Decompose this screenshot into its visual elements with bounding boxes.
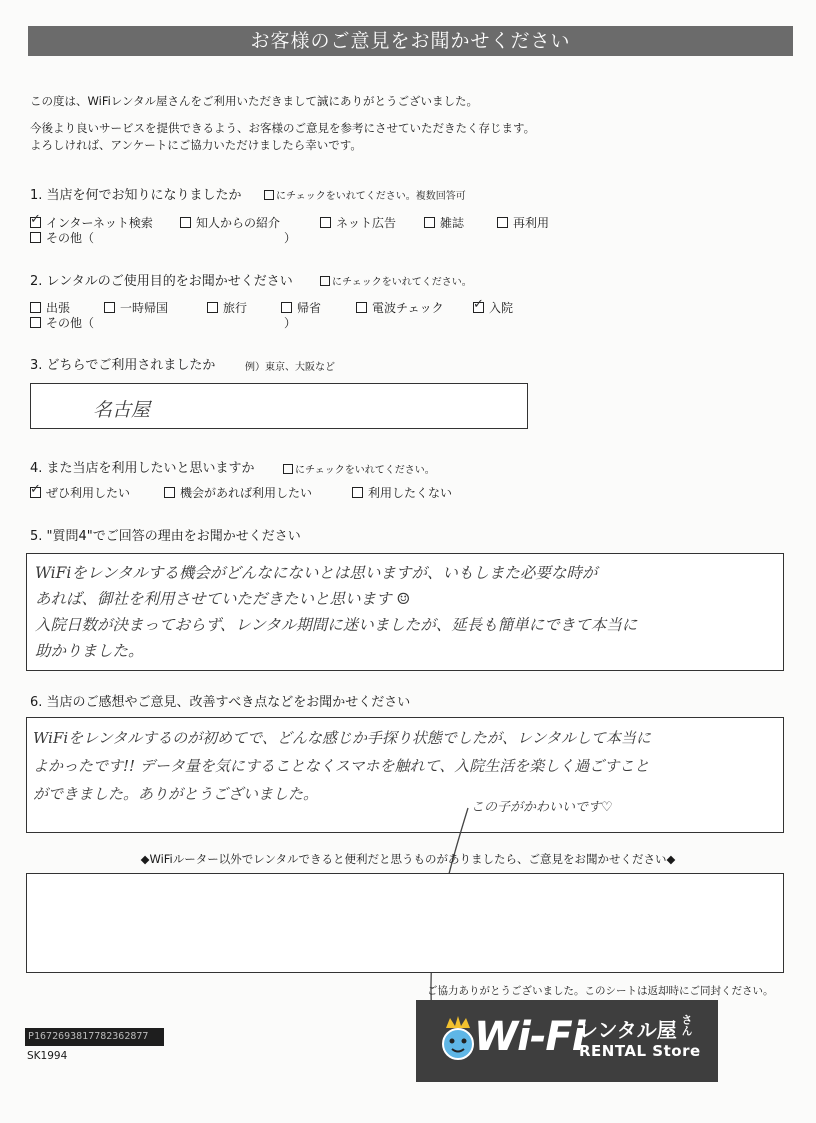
mascot-icon <box>438 1014 478 1064</box>
page-title: お客様のご意見をお聞かせください <box>28 26 793 56</box>
option-label: 利用したくない <box>368 486 453 500</box>
option-label: その他（ <box>46 316 95 330</box>
answer-line: WiFiをレンタルする機会がどんなにないとは思いますが、いもしまた必要な時が <box>35 564 598 582</box>
q6-margin-note: この子がかわいいです♡ <box>471 800 613 815</box>
q7-title: ◆WiFiルーター以外でレンタルできると便利だと思うものがありましたら、ご意見をお聞かせください◆ <box>140 852 676 866</box>
logo-en-text: RENTAL Store <box>579 1042 701 1060</box>
answer-line: あれば、御社を利用させていただきたいと思います ☺ <box>35 590 411 608</box>
tracking-code: P1672693817782362877 <box>25 1028 164 1046</box>
q2-paren-close: ） <box>284 316 297 330</box>
answer-line: ができました。ありがとうございました。 <box>33 785 319 803</box>
q3-title: 3. どちらでご利用されましたか <box>30 358 216 373</box>
q5-title: 5. "質問4"でご回答の理由をお聞かせください <box>30 529 301 544</box>
q3-example: 例）東京、大阪など <box>245 362 335 373</box>
q7-answer-box[interactable] <box>26 873 784 973</box>
option-label: ネット広告 <box>336 216 397 230</box>
q3-answer: 名古屋 <box>93 399 151 421</box>
q1-title: 1. 当店を何でお知りになりましたか <box>30 188 242 203</box>
option-label: 旅行 <box>223 301 248 315</box>
logo-jp-text: レンタル屋 <box>578 1018 677 1042</box>
footer-thanks: ご協力ありがとうございました。このシートは返却時にご同封ください。 <box>427 985 774 997</box>
option-label: 再利用 <box>513 216 550 230</box>
q4-title: 4. また当店を利用したいと思いますか <box>30 461 255 476</box>
option-label: インターネット検索 <box>46 216 153 230</box>
option-label: 知人からの紹介 <box>196 216 281 230</box>
answer-line: 助かりました。 <box>35 642 144 660</box>
q2-note-text: にチェックをいれてください。 <box>332 277 472 288</box>
option-label: ぜひ利用したい <box>46 486 131 500</box>
q6-title: 6. 当店のご感想やご意見、改善すべき点などをお聞かせください <box>30 695 411 710</box>
intro-line-1: この度は、WiFiレンタル屋さんをご利用いただきまして誠にありがとうございました。 <box>30 94 479 108</box>
option-label: 雑誌 <box>440 216 465 230</box>
intro-line-2: 今後より良いサービスを提供できるよう、お客様のご意見を参考にさせていただきたく存じます。 <box>30 121 536 135</box>
answer-line: よかったです!! データ量を気にすることなくスマホを触れて、入院生活を楽しく過ごすこと <box>33 757 650 775</box>
option-label: 一時帰国 <box>120 301 169 315</box>
q4-note-text: にチェックをいれてください。 <box>295 465 435 476</box>
sk-number: SK1994 <box>27 1050 68 1062</box>
option-label: 帰省 <box>297 301 322 315</box>
option-label: その他（ <box>46 231 95 245</box>
logo-san-text: さん <box>680 1014 693 1036</box>
logo-wifi-text: Wi-Fi <box>474 1014 585 1060</box>
q1-note-text: にチェックをいれてください。複数回答可 <box>276 191 466 202</box>
answer-line: 入院日数が決まっておらず、レンタル期間に迷いましたが、延長も簡単にできて本当に <box>35 616 638 634</box>
option-label: 機会があれば利用したい <box>180 486 313 500</box>
wifi-rental-logo <box>416 1000 718 1082</box>
intro-line-3: よろしければ、アンケートにご協力いただけましたら幸いです。 <box>30 138 362 152</box>
option-label: 出張 <box>46 301 71 315</box>
q1-paren-close: ） <box>284 231 297 245</box>
q2-title: 2. レンタルのご使用目的をお聞かせください <box>30 274 293 289</box>
option-label: 入院 <box>489 301 514 315</box>
option-label: 電波チェック <box>372 301 444 315</box>
answer-line: WiFiをレンタルするのが初めてで、どんな感じか手探り状態でしたが、レンタルして本当に <box>33 729 651 747</box>
